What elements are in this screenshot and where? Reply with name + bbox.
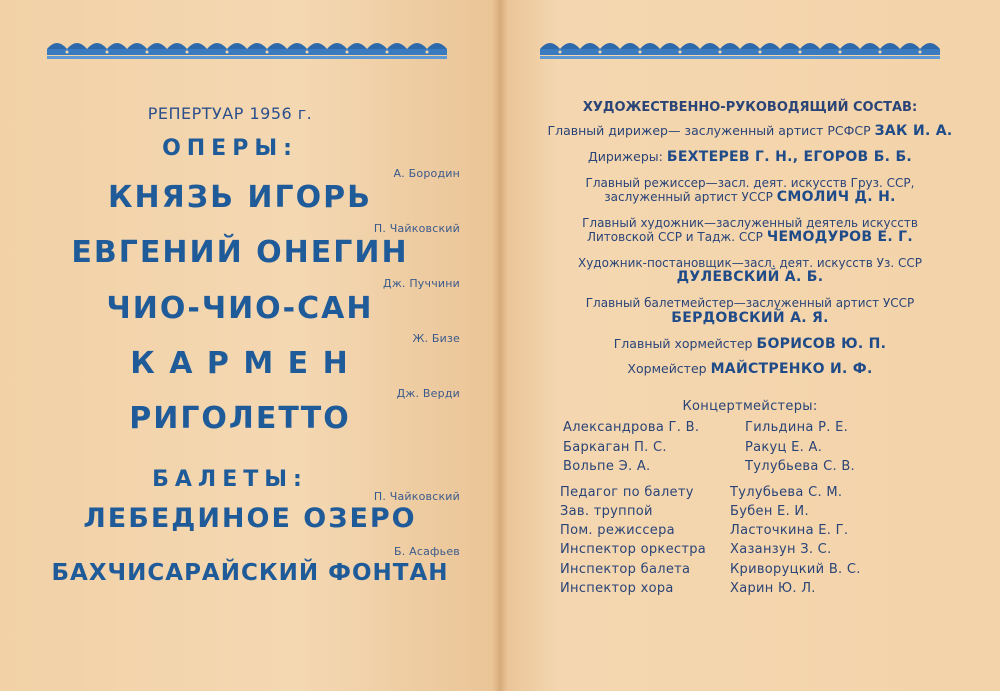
ornament-border-left xyxy=(47,35,447,65)
position-name: Хазанзун З. С. xyxy=(730,542,832,557)
chief-artist-name: ЧЕМОДУРОВ Е. Г. xyxy=(766,229,914,245)
conductors-names: БЕХТЕРЕВ Г. Н., ЕГОРОВ Б. Б. xyxy=(666,149,913,165)
opera-title: ЕВГЕНИЙ ОНЕГИН xyxy=(71,235,409,270)
ornament-border-right xyxy=(540,35,940,65)
production-artist xyxy=(520,269,980,285)
position-name: Бубен Е. И. xyxy=(730,504,809,519)
opera-composer: Дж. Пуччини xyxy=(383,277,460,290)
chief-director-role: Главный режиссер—засл. деят. искусств Груз. ССР, xyxy=(585,176,915,190)
position-role: Инспектор балета xyxy=(560,562,691,577)
accompanist: Александрова Г. В. xyxy=(563,420,700,435)
opera-title: РИГОЛЕТТО xyxy=(129,401,351,436)
choirmaster-role: Хормейстер xyxy=(627,361,707,376)
ballet-composer: Б. Асафьев xyxy=(394,545,460,558)
chief-ballet-master xyxy=(520,310,980,326)
position-name: Криворуцкий В. С. xyxy=(730,562,861,577)
accompanist: Гильдина Р. Е. xyxy=(745,420,849,435)
chief-director-name: СМОЛИЧ Д. Н. xyxy=(776,189,896,205)
chief-ballet-master-name: БЕРДОВСКИЙ А. Я. xyxy=(671,310,829,326)
staff-heading: ХУДОЖЕСТВЕННО-РУКОВОДЯЩИЙ СОСТАВ: xyxy=(582,100,918,115)
ballets-heading: БАЛЕТЫ: xyxy=(152,467,308,492)
production-artist-name: ДУЛЕВСКИЙ А. Б. xyxy=(676,269,824,285)
chief-artist xyxy=(520,229,980,245)
chief-choirmaster-role: Главный хормейстер xyxy=(613,336,753,351)
opera-composer: П. Чайковский xyxy=(373,222,460,235)
page-fold xyxy=(492,0,508,691)
accompanist: Баркаган П. С. xyxy=(563,440,667,455)
accompanist: Вольпе Э. А. xyxy=(563,459,651,474)
chief-choirmaster xyxy=(520,336,980,352)
position-name: Ласточкина Е. Г. xyxy=(730,523,849,538)
accompanist: Тулубьева С. В. xyxy=(745,459,855,474)
opera-composer: Дж. Верди xyxy=(396,387,460,400)
production-artist-role: Художник-постановщик—засл. деят. искусств Уз. ССР xyxy=(577,256,922,270)
chief-artist-role: Главный художник—заслуженный деятель искусств xyxy=(582,216,918,230)
position-role: Педагог по балету xyxy=(560,485,694,500)
position-role: Пом. режиссера xyxy=(560,523,675,538)
opera-title: ЧИО-ЧИО-САН xyxy=(106,291,374,326)
ballet-title: БАХЧИСАРАЙСКИЙ ФОНТАН xyxy=(51,560,449,586)
ballet-title: ЛЕБЕДИНОЕ ОЗЕРО xyxy=(83,503,417,534)
right-page xyxy=(500,0,1000,691)
opera-composer: Ж. Бизе xyxy=(412,332,460,345)
opera-title: КНЯЗЬ ИГОРЬ xyxy=(108,180,372,215)
opera-composer: А. Бородин xyxy=(393,167,460,180)
chief-ballet-master-role: Главный балетмейстер—заслуженный артист УССР xyxy=(585,296,915,310)
choirmaster-name: МАЙСТРЕНКО И. Ф. xyxy=(710,361,873,377)
position-role: Инспектор оркестра xyxy=(560,542,707,557)
operas-heading: ОПЕРЫ: xyxy=(162,136,298,161)
chief-conductor xyxy=(520,123,980,139)
chief-director xyxy=(520,189,980,205)
position-role: Зав. труппой xyxy=(560,504,653,519)
position-name: Тулубьева С. М. xyxy=(730,485,843,500)
position-role: Инспектор хора xyxy=(560,581,674,596)
accompanists-heading: Концертмейстеры: xyxy=(682,399,818,414)
accompanist: Ракуц Е. А. xyxy=(745,440,823,455)
conductors-role: Дирижеры: xyxy=(587,149,663,164)
chief-artist-role2: Литовской ССР и Тадж. ССР xyxy=(586,230,763,244)
chief-director-role2: заслуженный артист УССР xyxy=(604,190,773,204)
choirmaster xyxy=(520,361,980,377)
opera-title: К А Р М Е Н xyxy=(130,346,350,381)
chief-conductor-name: ЗАК И. А. xyxy=(874,123,953,139)
chief-conductor-role: Главный дирижер— заслуженный артист РСФСР xyxy=(547,123,871,138)
repertoire-title: РЕПЕРТУАР 1956 г. xyxy=(147,104,313,123)
chief-choirmaster-name: БОРИСОВ Ю. П. xyxy=(756,336,887,352)
position-name: Харин Ю. Л. xyxy=(730,581,816,596)
ballet-composer: П. Чайковский xyxy=(373,490,460,503)
conductors xyxy=(520,149,980,165)
